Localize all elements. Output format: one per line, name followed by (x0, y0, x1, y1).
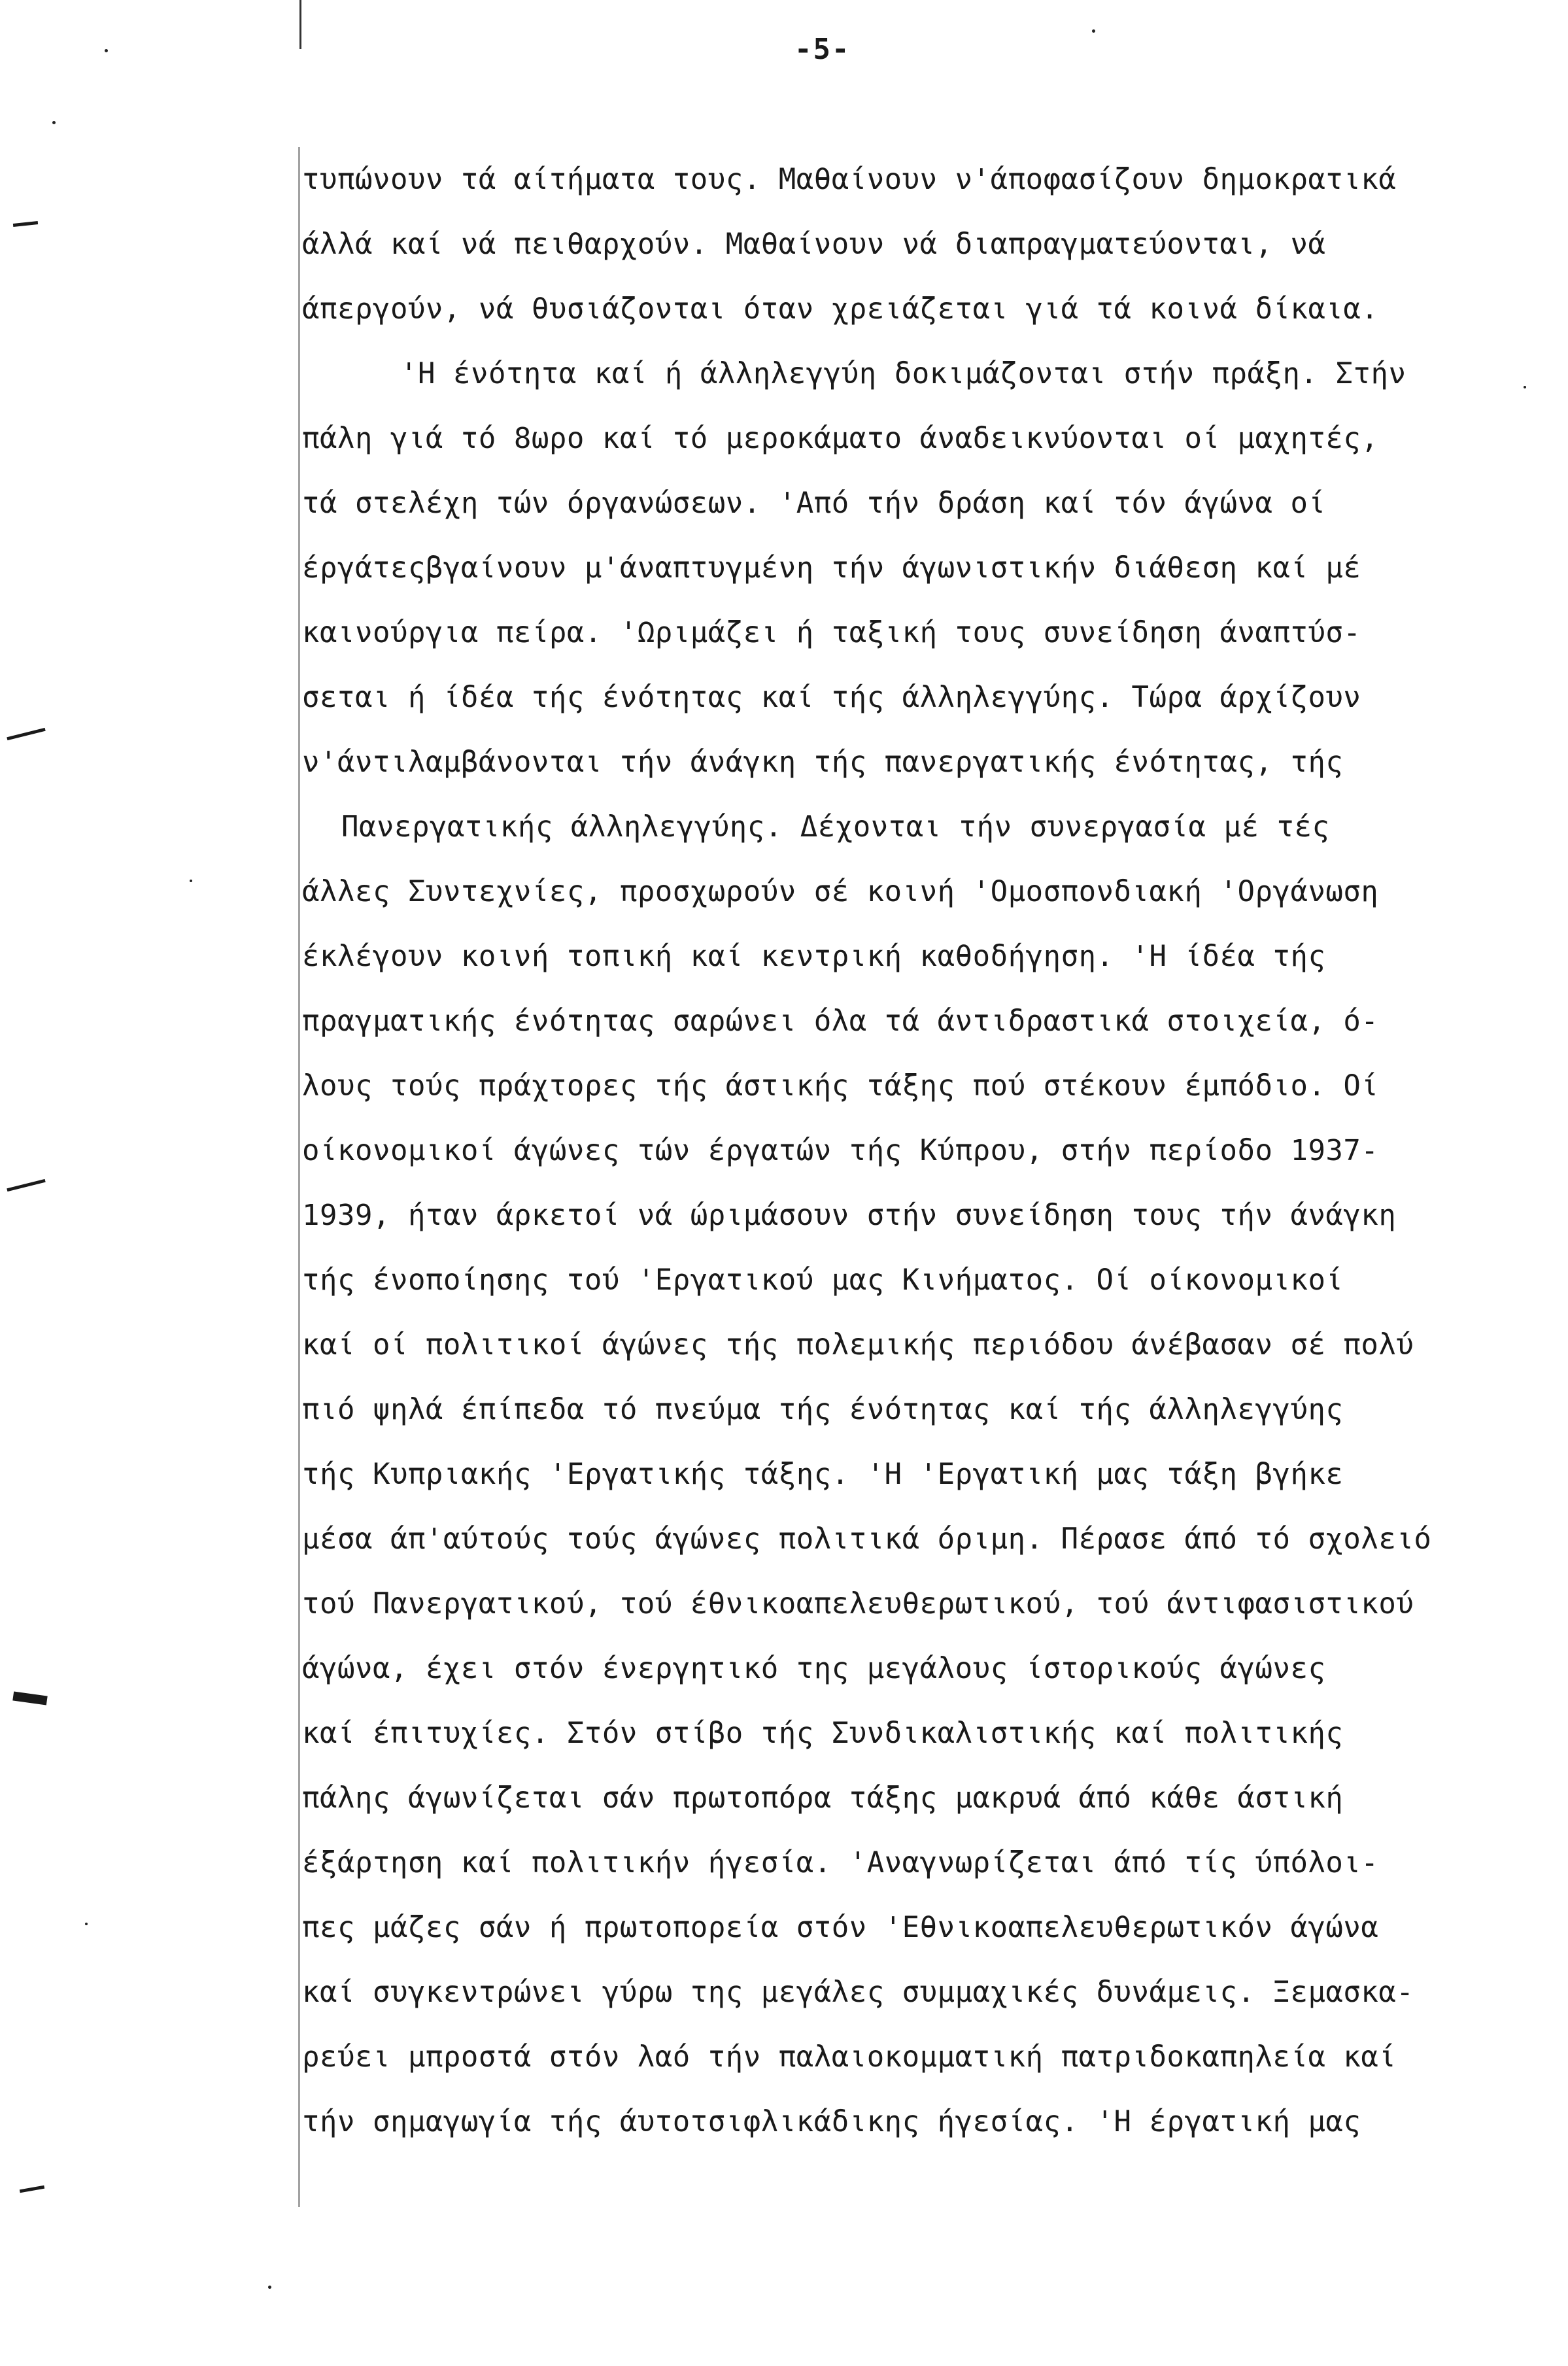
text-line: άγώνα, έχει στόν ένεργητικό της μεγάλους ίστορικούς άγώνες (302, 1652, 1326, 1685)
text-line: πες μάζες σάν ή πρωτοπορεία στόν 'Εθνικοαπελευθερωτικόν άγώνα (302, 1911, 1379, 1944)
text-line: ρεύει μπροστά στόν λαό τήν παλαιοκομματική πατριδοκαπηλεία καί (302, 2040, 1397, 2074)
page-number: -5- (794, 33, 851, 66)
dust-speck (268, 2286, 271, 2289)
text-line: πιό ψηλά έπίπεδα τό πνεύμα τής ένότητας καί τής άλληλεγγύης (302, 1393, 1344, 1426)
text-line: σεται ή ίδέα τής ένότητας καί τής άλληλεγγύης. Τώρα άρχίζουν (302, 681, 1361, 714)
text-line: άπεργούν, νά θυσιάζονται όταν χρειάζεται γιά τά κοινά δίκαια. (302, 292, 1379, 326)
text-line: καινούργια πείρα. 'Ωριμάζει ή ταξική τους συνείδηση άναπτύσ- (302, 616, 1361, 649)
text-line: οίκονομικοί άγώνες τών έργατών τής Κύπρου, στήν περίοδο 1937- (302, 1134, 1379, 1167)
text-line: καί συγκεντρώνει γύρω της μεγάλες συμμαχικές δυνάμεις. Ξεμασκα- (302, 1976, 1414, 2009)
dust-speck (1524, 386, 1526, 388)
text-line: Πανεργατικής άλληλεγγύης. Δέχονται τήν συνεργασία μέ τές (341, 810, 1330, 844)
text-line: άλλά καί νά πειθαρχούν. Μαθαίνουν νά διαπραγματεύονται, νά (302, 228, 1326, 261)
dust-speck (85, 1923, 88, 1925)
scan-mark (12, 1691, 47, 1705)
text-line: πάλη γιά τό 8ωρο καί τό μεροκάματο άναδεικνύονται οί μαχητές, (302, 422, 1379, 455)
text-line: λους τούς πράχτορες τής άστικής τάξης πού στέκουν έμπόδιο. Οί (302, 1069, 1379, 1103)
typewritten-body (302, 147, 1544, 2154)
text-line: έκλέγουν κοινή τοπική καί κεντρική καθοδήγηση. 'Η ίδέα τής (302, 940, 1326, 973)
text-line: τήν σημαγωγία τής άυτοτσιφλικάδικης ήγεσίας. 'Η έργατική μας (302, 2105, 1361, 2138)
margin-rule (298, 147, 300, 2207)
text-line: μέσα άπ'αύτούς τούς άγώνες πολιτικά όριμη. Πέρασε άπό τό σχολειό (302, 1522, 1432, 1556)
text-line: ν'άντιλαμβάνονται τήν άνάγκη τής πανεργατικής ένότητας, τής (302, 746, 1344, 779)
scan-mark (20, 2186, 44, 2193)
dust-speck (105, 49, 108, 52)
text-line: έξάρτηση καί πολιτικήν ήγεσία. 'Αναγνωρίζεται άπό τίς ύπόλοι- (302, 1846, 1379, 1879)
text-line: έργάτεςβγαίνουν μ'άναπτυγμένη τήν άγωνιστικήν διάθεση καί μέ (302, 551, 1361, 585)
text-line: καί έπιτυχίες. Στόν στίβο τής Συνδικαλιστικής καί πολιτικής (302, 1717, 1344, 1750)
scan-mark (7, 728, 45, 740)
text-line: 1939, ήταν άρκετοί νά ώριμάσουν στήν συνείδηση τους τήν άνάγκη (302, 1199, 1397, 1232)
text-line: καί οί πολιτικοί άγώνες τής πολεμικής περιόδου άνέβασαν σέ πολύ (302, 1328, 1414, 1362)
margin-rule-top (299, 0, 301, 49)
text-line: άλλες Συντεχνίες, προσχωρούν σέ κοινή 'Ομοσπονδιακή 'Οργάνωση (302, 875, 1379, 908)
text-line: τής Κυπριακής 'Εργατικής τάξης. 'Η 'Εργατική μας τάξη βγήκε (302, 1458, 1344, 1491)
text-line: 'Η ένότητα καί ή άλληλεγγύη δοκιμάζονται στήν πράξη. Στήν (400, 357, 1406, 390)
dust-speck (52, 121, 56, 124)
text-line: πραγματικής ένότητας σαρώνει όλα τά άντιδραστικά στοιχεία, ό- (302, 1004, 1379, 1038)
scan-mark (13, 221, 38, 227)
dust-speck (190, 880, 192, 882)
text-line: πάλης άγωνίζεται σάν πρωτοπόρα τάξης μακρυά άπό κάθε άστική (302, 1781, 1344, 1815)
scan-mark (7, 1179, 45, 1192)
text-line: τυπώνουν τά αίτήματα τους. Μαθαίνουν ν'άποφασίζουν δημοκρατικά (302, 163, 1397, 196)
text-line: τής ένοποίησης τού 'Εργατικού μας Κινήματος. Οί οίκονομικοί (302, 1263, 1344, 1297)
text-line: τά στελέχη τών όργανώσεων. 'Από τήν δράση καί τόν άγώνα οί (302, 487, 1326, 520)
text-line: τού Πανεργατικού, τού έθνικοαπελευθερωτικού, τού άντιφασιστικού (302, 1587, 1414, 1620)
dust-speck (1092, 29, 1095, 33)
